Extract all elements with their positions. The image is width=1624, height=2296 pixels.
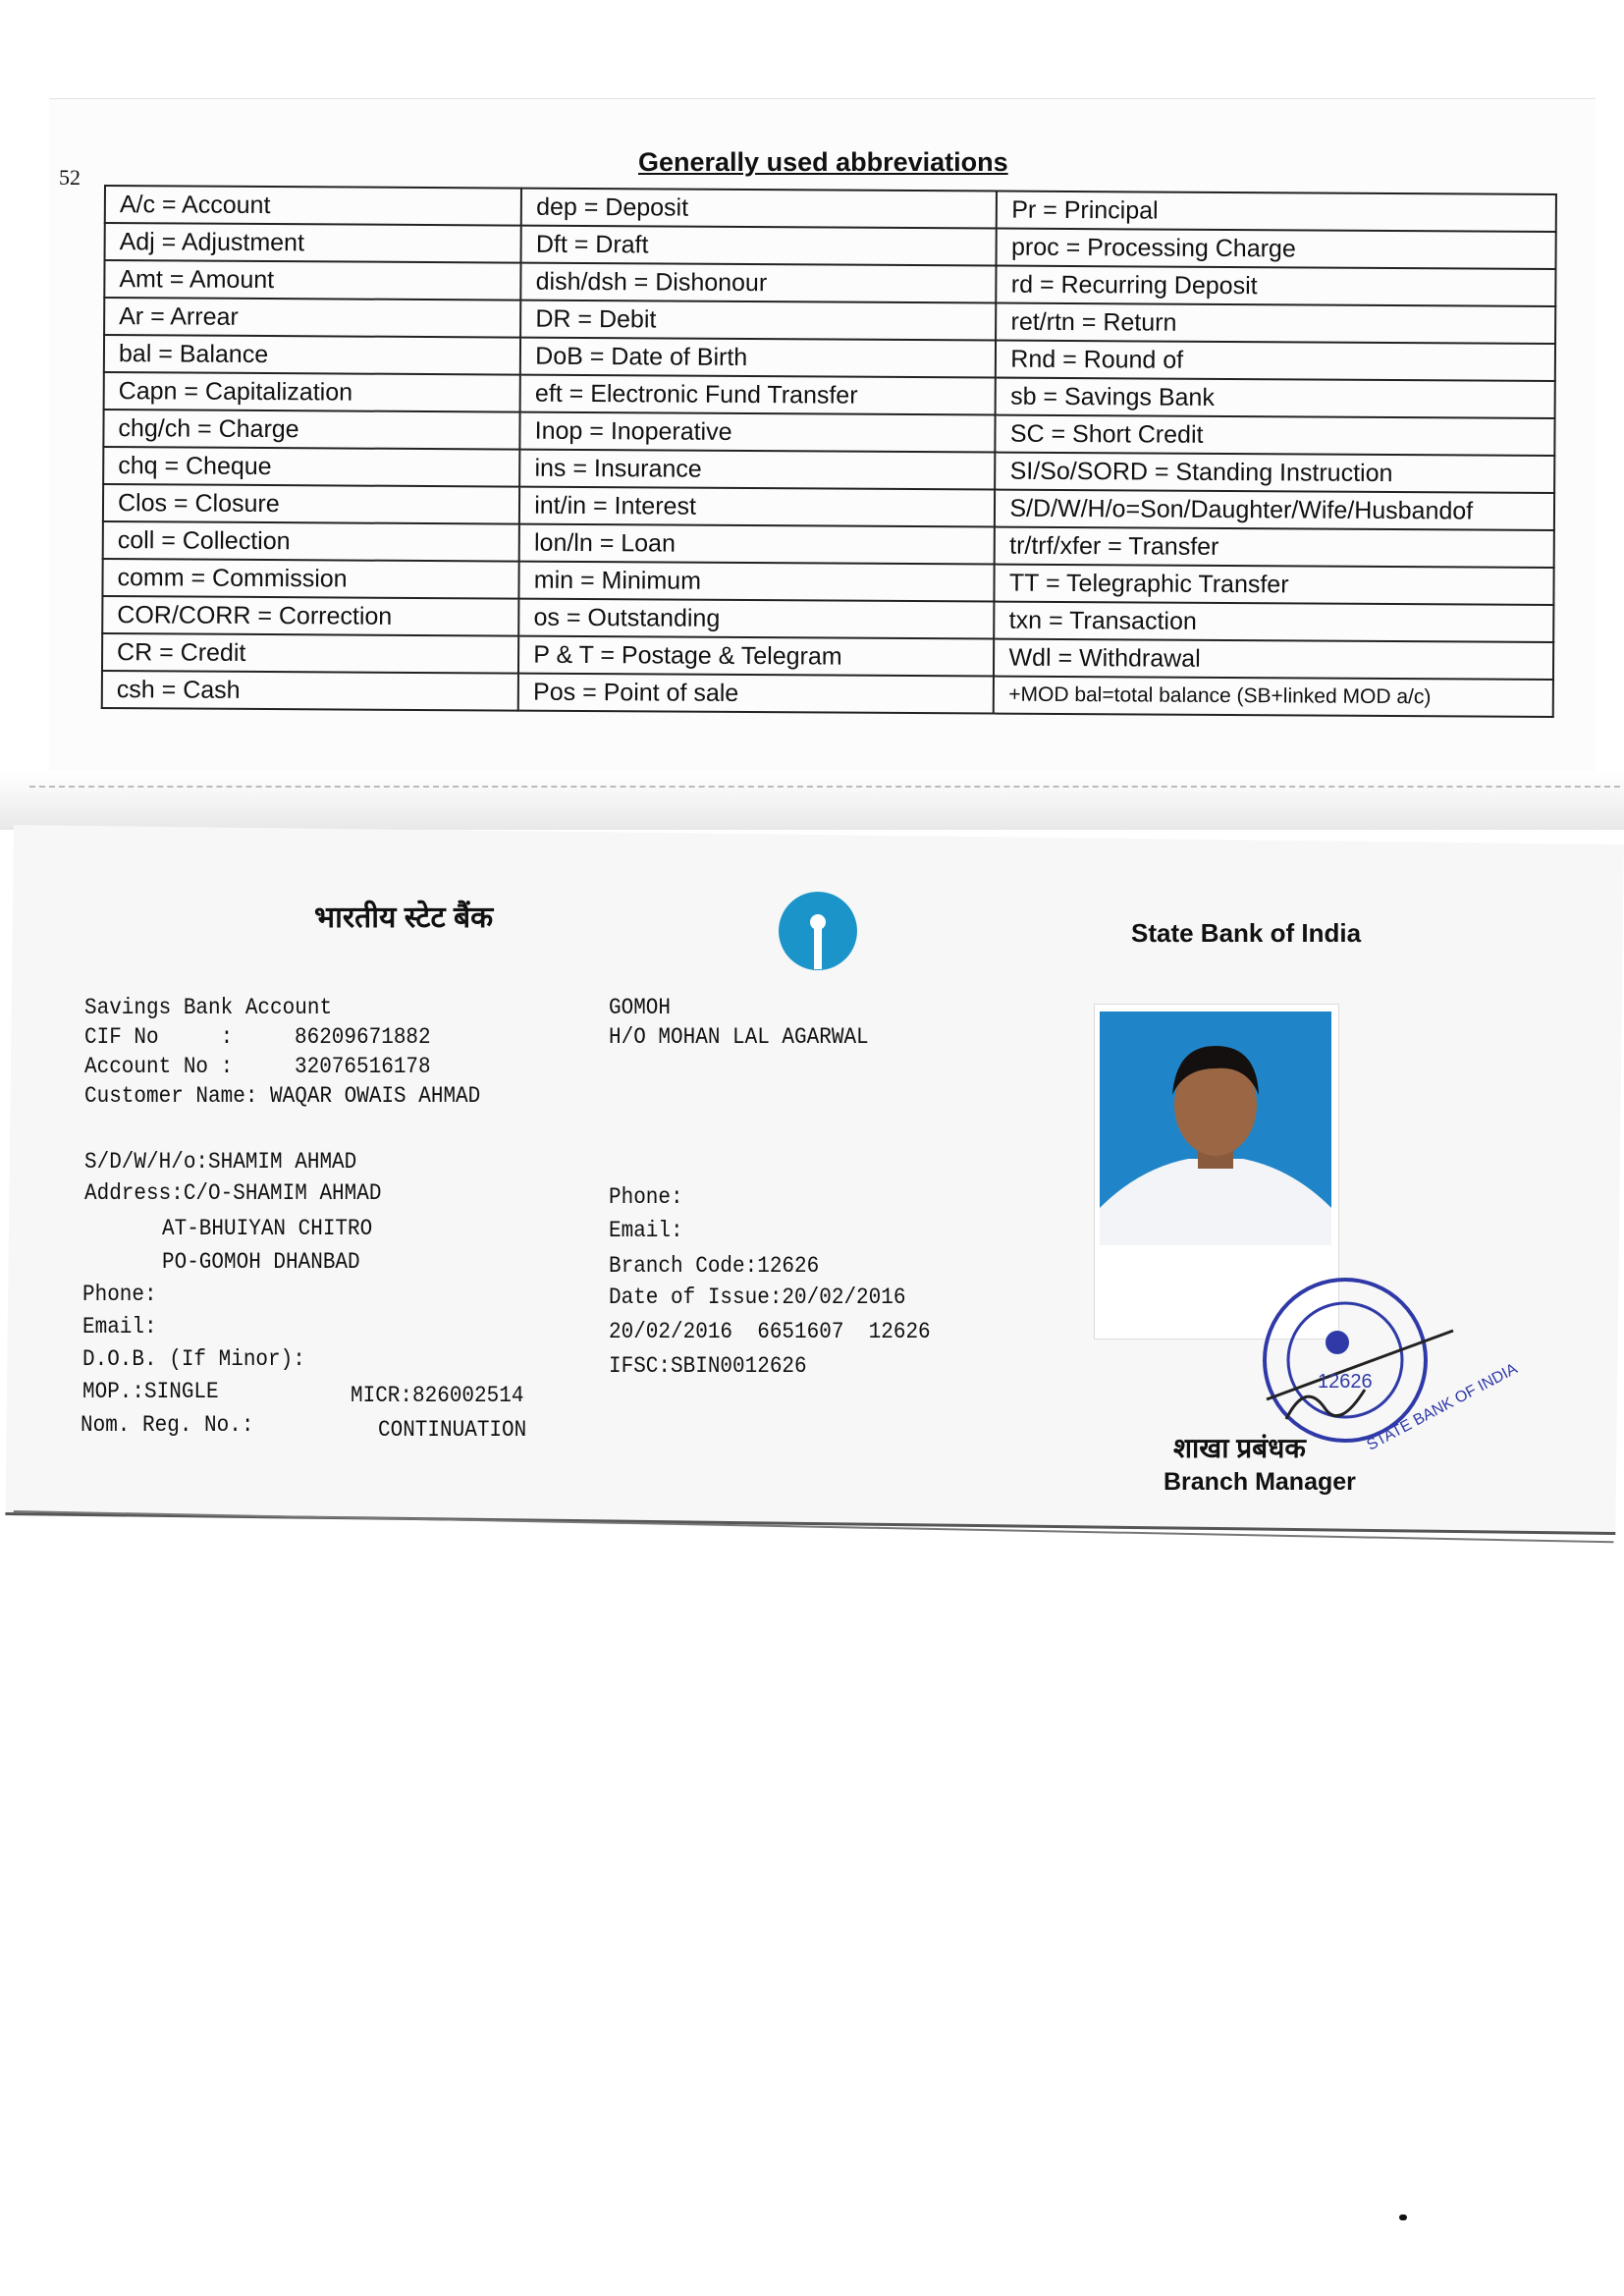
abbreviations-title: Generally used abbreviations <box>638 147 1008 177</box>
abbreviation-cell: txn = Transaction <box>995 602 1554 642</box>
abbreviation-cell: SC = Short Credit <box>996 415 1555 456</box>
issue-line: 20/02/2016 6651607 12626 <box>609 1319 931 1345</box>
abbreviation-cell: SI/So/SORD = Standing Instruction <box>996 453 1555 493</box>
customer-name: Customer Name: WAQAR OWAIS AHMAD <box>84 1083 481 1110</box>
abbreviation-cell: rd = Recurring Deposit <box>997 266 1556 306</box>
date-of-issue: Date of Issue:20/02/2016 <box>609 1285 906 1311</box>
abbreviation-cell: coll = Collection <box>103 521 519 562</box>
abbreviation-cell: int/in = Interest <box>519 487 995 527</box>
abbreviation-cell: csh = Cash <box>102 671 518 711</box>
abbreviation-cell: TT = Telegraphic Transfer <box>995 565 1554 605</box>
abbreviation-cell: dep = Deposit <box>521 189 997 229</box>
bank-name-hindi: भारतीय स्टेट बैंक <box>314 902 494 934</box>
abbreviation-row <box>102 671 1553 717</box>
abbreviation-cell: lon/ln = Loan <box>519 524 995 565</box>
cif-label: CIF No : <box>84 1024 234 1051</box>
customer-photo <box>1100 1011 1331 1245</box>
abbreviation-cell: Pos = Point of sale <box>518 674 994 714</box>
email-label-left: Email: <box>82 1314 157 1340</box>
account-label: Account No : <box>84 1054 234 1080</box>
abbreviation-cell: Pr = Principal <box>997 191 1556 232</box>
abbreviation-cell: proc = Processing Charge <box>997 229 1556 269</box>
abbreviation-cell: S/D/W/H/o=Son/Daughter/Wife/Husbandof <box>995 490 1554 530</box>
branch-manager-hindi: शाखा प्रबंधक <box>1173 1433 1306 1463</box>
abbreviation-cell: Amt = Amount <box>104 260 520 301</box>
account-value: 32076516178 <box>295 1054 431 1080</box>
page-number: 52 <box>59 165 81 190</box>
abbreviation-cell: dish/dsh = Dishonour <box>521 263 997 303</box>
nom-reg-label: Nom. Reg. No.: <box>81 1412 254 1439</box>
ink-speck <box>1399 2214 1407 2220</box>
micr: MICR:826002514 <box>351 1383 524 1409</box>
abbreviation-cell: sb = Savings Bank <box>996 378 1555 418</box>
abbreviation-cell: P & T = Postage & Telegram <box>518 636 994 677</box>
abbreviation-cell: DR = Debit <box>520 301 996 341</box>
abbreviation-cell: min = Minimum <box>519 562 995 602</box>
abbreviation-cell: chq = Cheque <box>103 447 519 487</box>
abbreviation-cell: A/c = Account <box>105 186 521 226</box>
branch-address: H/O MOHAN LAL AGARWAL <box>609 1024 869 1051</box>
abbreviation-cell: Clos = Closure <box>103 484 519 524</box>
stamp-bank-name: STATE BANK OF INDIA <box>1364 1360 1521 1454</box>
abbreviation-cell: Adj = Adjustment <box>105 223 521 263</box>
abbreviation-cell: bal = Balance <box>104 335 520 375</box>
address-line1: Address:C/O-SHAMIM AHMAD <box>84 1180 382 1207</box>
continuation: CONTINUATION <box>378 1417 527 1444</box>
perforation-line <box>29 786 1620 788</box>
abbreviation-cell: DoB = Date of Birth <box>520 338 996 378</box>
abbreviation-cell: Dft = Draft <box>521 226 997 266</box>
abbreviation-cell: Capn = Capitalization <box>104 372 520 412</box>
branch-name: GOMOH <box>609 995 672 1021</box>
abbreviation-cell: os = Outstanding <box>518 599 994 639</box>
abbreviation-cell: Wdl = Withdrawal <box>994 639 1553 680</box>
abbreviation-cell: comm = Commission <box>102 559 518 599</box>
abbreviation-cell: COR/CORR = Correction <box>102 596 518 636</box>
cif-value: 86209671882 <box>295 1024 431 1051</box>
abbreviation-cell: +MOD bal=total balance (SB+linked MOD a/c) <box>994 677 1553 717</box>
abbreviation-cell: CR = Credit <box>102 633 518 674</box>
account-type: Savings Bank Account <box>84 995 333 1021</box>
abbreviation-cell: tr/trf/xfer = Transfer <box>995 527 1554 568</box>
address-line2: AT-BHUIYAN CHITRO <box>162 1216 373 1242</box>
page-fold <box>0 771 1624 830</box>
abbreviation-cell: Ar = Arrear <box>104 298 520 338</box>
dob-label: D.O.B. (If Minor): <box>82 1346 305 1373</box>
mop: MOP.:SINGLE <box>82 1379 219 1405</box>
abbreviation-cell: eft = Electronic Fund Transfer <box>520 375 996 415</box>
abbreviation-cell: ret/rtn = Return <box>996 303 1555 344</box>
sbi-logo-icon <box>776 889 860 973</box>
abbreviation-cell: chg/ch = Charge <box>103 410 519 450</box>
abbreviation-cell: Rnd = Round of <box>996 341 1555 381</box>
bank-name-english: State Bank of India <box>1131 918 1362 948</box>
relation: S/D/W/H/o:SHAMIM AHMAD <box>84 1149 357 1175</box>
ifsc: IFSC:SBIN0012626 <box>609 1353 807 1380</box>
phone-label-left: Phone: <box>82 1282 157 1308</box>
abbreviation-cell: ins = Insurance <box>519 450 995 490</box>
abbreviation-cell: Inop = Inoperative <box>520 412 996 453</box>
phone-label-right: Phone: <box>609 1184 683 1211</box>
branch-manager-label: Branch Manager <box>1164 1468 1356 1496</box>
address-line3: PO-GOMOH DHANBAD <box>162 1249 360 1276</box>
stamp-branch-code: 12626 <box>1318 1371 1373 1393</box>
email-label-right: Email: <box>609 1218 683 1244</box>
abbreviations-table <box>101 185 1557 718</box>
branch-code: Branch Code:12626 <box>609 1253 820 1280</box>
